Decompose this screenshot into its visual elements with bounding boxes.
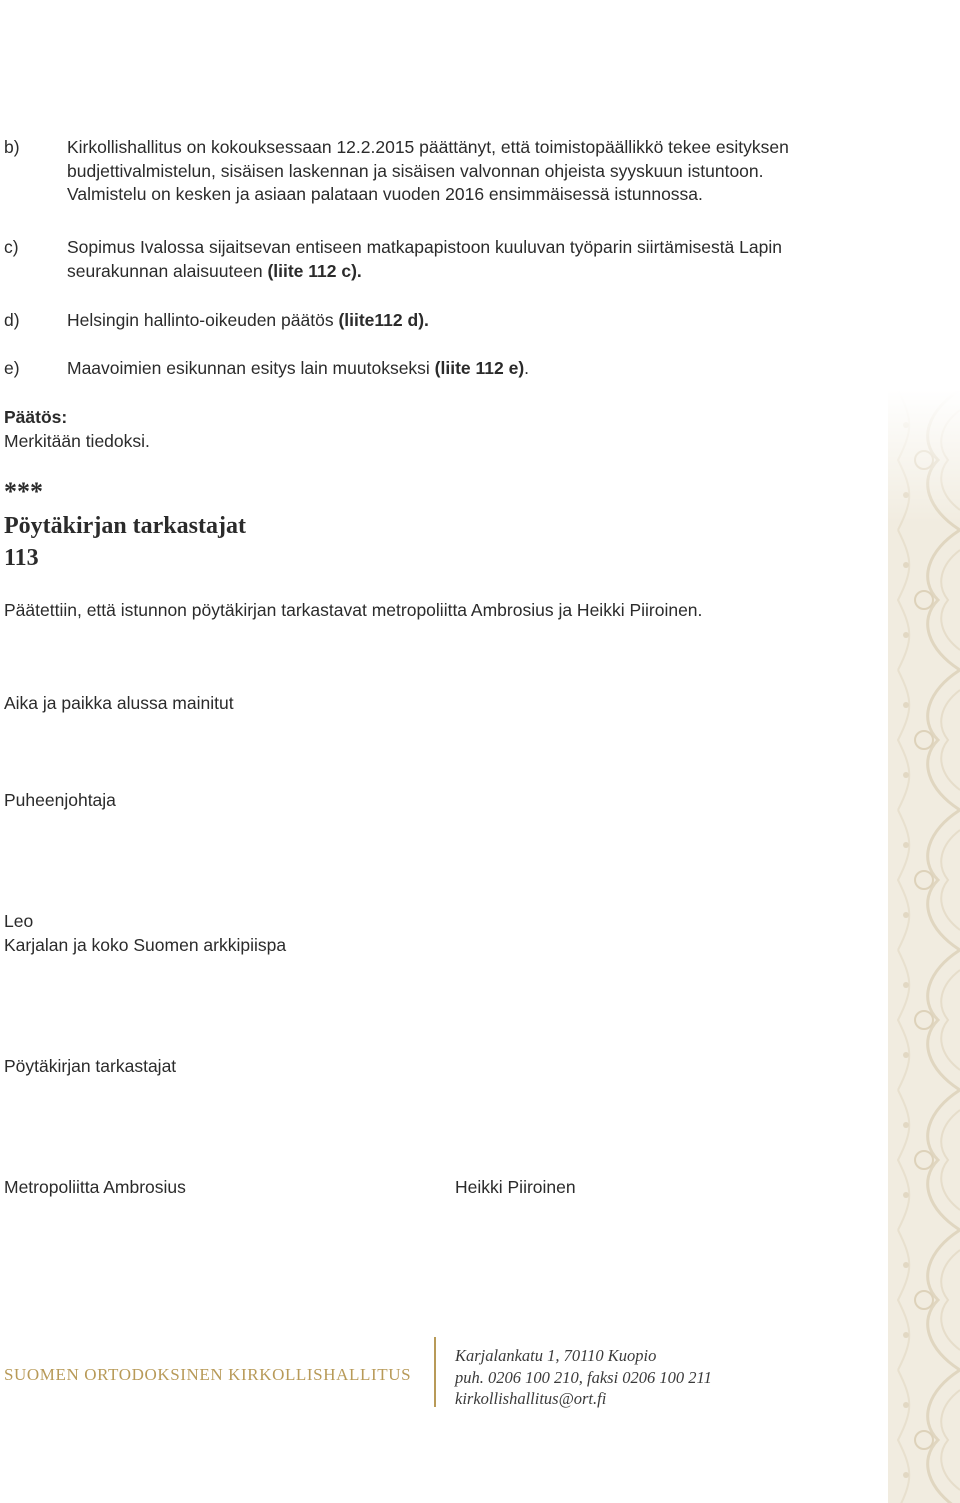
decision-label: Päätös: xyxy=(4,407,68,427)
item-label: d) xyxy=(4,310,20,330)
agenda-item-e xyxy=(4,357,529,381)
side-ornament-pattern xyxy=(888,390,960,1503)
decision-text: Merkitään tiedoksi. xyxy=(4,431,150,451)
organization-name: SUOMEN ORTODOKSINEN KIRKOLLISHALLITUS xyxy=(4,1365,412,1384)
item-e-tail: . xyxy=(524,358,530,378)
item-b-line-1: Kirkollishallitus on kokouksessaan 12.2.2015 päättänyt, että toimistopäällikkö tekee esityksen xyxy=(67,137,789,157)
item-label: b) xyxy=(4,137,20,157)
checkers-label: Pöytäkirjan tarkastajat xyxy=(4,1056,177,1076)
item-b-line-2: budjettivalmistelun, sisäisen laskennan ja sisäisen valvonnan ohjeista syyskuun istuntoon. xyxy=(67,160,764,181)
contact-email: kirkollishallitus@ort.fi xyxy=(455,1389,607,1408)
agenda-item-d xyxy=(4,309,429,333)
agenda-item-c xyxy=(4,236,782,283)
attachment-reference: (liite 112 c). xyxy=(267,260,362,281)
item-b-line-3: Valmistelu on kesken ja asiaan palataan vuoden 2016 ensimmäisessä istunnossa. xyxy=(67,184,703,204)
item-d-text: Helsingin hallinto-oikeuden päätös xyxy=(67,310,339,330)
contact-address: Karjalankatu 1, 70110 Kuopio xyxy=(455,1346,657,1365)
item-c-line-1: Sopimus Ivalossa sijaitsevan entiseen matkapapistoon kuuluvan työparin siirtämisestä Lapin xyxy=(67,237,782,257)
contact-phone: puh. 0206 100 210, faksi 0206 100 211 xyxy=(455,1367,712,1387)
section-number: 113 xyxy=(4,545,39,571)
attachment-reference: (liite 112 e) xyxy=(434,358,525,378)
checker-2-name: Heikki Piiroinen xyxy=(455,1177,576,1197)
item-c-line-2 xyxy=(67,260,782,284)
section-title: Pöytäkirjan tarkastajat xyxy=(4,513,246,539)
item-label: c) xyxy=(4,237,19,257)
section-separator: *** xyxy=(4,477,43,506)
attachment-reference: (liite112 d). xyxy=(338,310,429,330)
item-c-text: seurakunnan alaisuuteen xyxy=(67,260,268,281)
chair-name: Leo xyxy=(4,911,34,931)
agenda-item-b xyxy=(4,136,789,207)
item-label: e) xyxy=(4,358,20,378)
chair-title: Karjalan ja koko Suomen arkkipiispa xyxy=(4,935,287,955)
contact-block xyxy=(455,1345,712,1410)
item-e-text: Maavoimien esikunnan esitys lain muutokseksi xyxy=(67,358,435,378)
chair-label: Puheenjohtaja xyxy=(4,790,116,810)
footer-divider xyxy=(434,1337,436,1407)
section-decision-text: Päätettiin, että istunnon pöytäkirjan tarkastavat metropoliitta Ambrosius ja Heikki Piiroinen. xyxy=(4,600,703,620)
checker-1-name: Metropoliitta Ambrosius xyxy=(4,1177,186,1197)
time-place-note: Aika ja paikka alussa mainitut xyxy=(4,693,234,713)
